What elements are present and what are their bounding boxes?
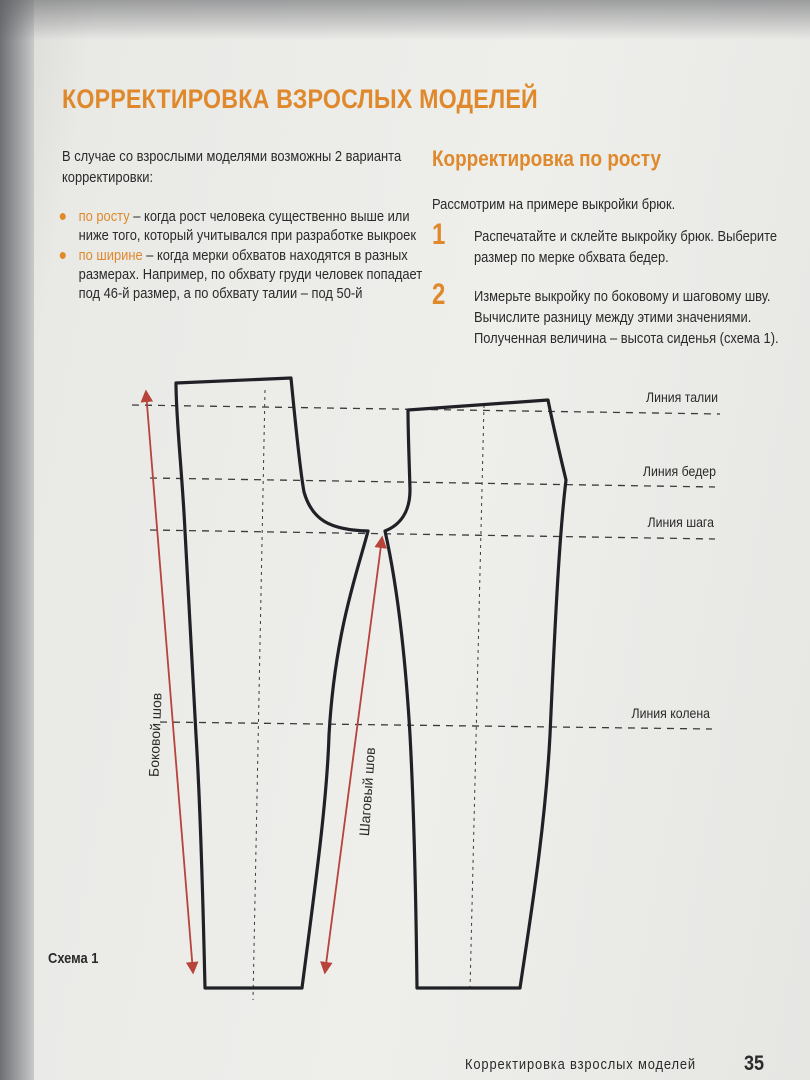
step-text: Распечатайте и склейте выкройку брюк. Выберите размер по мерке обхвата бедер.	[474, 228, 778, 266]
hips-line-label: Линия бедер	[642, 463, 716, 480]
hips-line	[150, 478, 715, 487]
front-grain-line	[253, 390, 265, 1000]
section-lead: Рассмотрим на примере выкройки брюк.	[432, 196, 676, 213]
back-piece-outline	[385, 400, 566, 988]
waist-line-label: Линия талии	[646, 389, 718, 406]
bullet-term: по росту	[78, 208, 130, 225]
side-seam-arrow	[146, 392, 193, 972]
section-subtitle: Корректировка по росту	[432, 146, 662, 171]
bullet-term: по ширине	[78, 247, 143, 264]
back-grain-line	[470, 405, 484, 990]
step-number: 1	[432, 218, 446, 251]
page-title: КОРРЕКТИРОВКА ВЗРОСЛЫХ МОДЕЛЕЙ	[62, 84, 538, 114]
knee-line-label: Линия колена	[631, 705, 710, 722]
diagram-caption: Схема 1	[48, 950, 99, 967]
page-number: 35	[744, 1052, 765, 1075]
inseam-label: Шаговый шов	[355, 746, 379, 837]
knee-line	[160, 722, 712, 729]
side-seam-label: Боковой шов	[145, 692, 165, 778]
running-footer-title: Корректировка взрослых моделей	[465, 1056, 697, 1073]
bullet-text: – когда мерки обхватов находятся в разных размерах. Например, по обхвату груди человек попадает под 46-й размер, а по обхвату талии – под 50-й	[78, 247, 423, 302]
bullet-text: – когда рост человека существенно выше или ниже того, который учитывался при разработке выкроек	[78, 208, 416, 244]
crotch-line	[150, 530, 715, 539]
step-number: 2	[432, 278, 446, 311]
step-text: Измерьте выкройку по боковому и шаговому шву. Вычислите разницу между этими значениями. Полученная величина – высота сиденья (схема 1).	[474, 288, 779, 347]
intro-paragraph: В случае со взрослыми моделями возможны 2 варианта корректировки:	[62, 148, 402, 186]
front-piece-outline	[176, 378, 368, 988]
crotch-line-label: Линия шага	[647, 514, 714, 531]
